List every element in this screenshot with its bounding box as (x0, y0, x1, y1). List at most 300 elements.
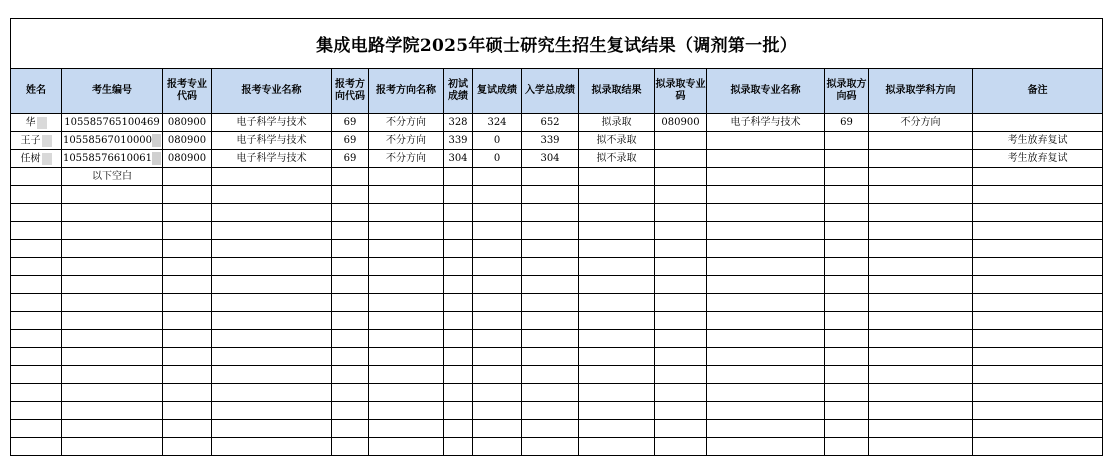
empty-cell (825, 420, 869, 438)
col-header-admit-direction: 拟录取学科方向 (869, 69, 973, 114)
cell-admit-major-name (707, 150, 825, 168)
empty-cell (369, 258, 444, 276)
empty-cell (369, 402, 444, 420)
empty-cell (869, 240, 973, 258)
cell-major-code: 080900 (163, 114, 212, 132)
empty-row (11, 294, 1103, 312)
col-header-name: 姓名 (11, 69, 62, 114)
empty-cell (369, 222, 444, 240)
empty-cell (369, 330, 444, 348)
empty-cell (444, 204, 473, 222)
empty-cell (973, 366, 1103, 384)
empty-cell (444, 312, 473, 330)
empty-cell (332, 384, 369, 402)
empty-cell (579, 402, 655, 420)
empty-row (11, 420, 1103, 438)
empty-cell (212, 348, 332, 366)
cell-prelim-score: 304 (444, 150, 473, 168)
empty-cell (212, 438, 332, 456)
empty-row (11, 348, 1103, 366)
empty-cell (869, 276, 973, 294)
col-header-remarks: 备注 (973, 69, 1103, 114)
empty-cell (825, 276, 869, 294)
empty-cell (522, 438, 579, 456)
empty-cell (444, 366, 473, 384)
empty-cell (579, 384, 655, 402)
cell-direction-name: 不分方向 (369, 150, 444, 168)
col-header-direction-name: 报考方向名称 (369, 69, 444, 114)
empty-cell (369, 294, 444, 312)
cell-admit-direction-code (825, 150, 869, 168)
cell-admit-direction: 不分方向 (869, 114, 973, 132)
empty-cell (332, 240, 369, 258)
empty-cell (163, 420, 212, 438)
empty-cell (869, 348, 973, 366)
empty-cell (825, 294, 869, 312)
empty-cell (707, 276, 825, 294)
empty-cell (579, 186, 655, 204)
empty-cell (825, 384, 869, 402)
empty-cell (444, 402, 473, 420)
empty-row (11, 186, 1103, 204)
empty-cell (163, 186, 212, 204)
cell-major-code: 080900 (163, 150, 212, 168)
col-header-total-score: 入学总成绩 (522, 69, 579, 114)
empty-cell (869, 294, 973, 312)
empty-cell (11, 312, 62, 330)
empty-cell (11, 294, 62, 312)
empty-cell (332, 438, 369, 456)
empty-cell (163, 312, 212, 330)
empty-cell (473, 438, 522, 456)
empty-cell (62, 204, 163, 222)
empty-cell (825, 348, 869, 366)
empty-cell (212, 366, 332, 384)
empty-cell (369, 384, 444, 402)
empty-cell (473, 186, 522, 204)
empty-cell (473, 348, 522, 366)
header-row (11, 69, 1103, 114)
cell-direction-code: 69 (332, 114, 369, 132)
col-header-prelim-score: 初试成绩 (444, 69, 473, 114)
empty-cell (522, 276, 579, 294)
empty-cell (825, 222, 869, 240)
empty-cell (473, 240, 522, 258)
empty-cell (707, 240, 825, 258)
empty-cell (62, 186, 163, 204)
empty-cell (707, 186, 825, 204)
redaction-blur (152, 134, 161, 147)
empty-cell (62, 366, 163, 384)
empty-cell (473, 384, 522, 402)
empty-cell (332, 312, 369, 330)
cell-remarks: 考生放弃复试 (973, 132, 1103, 150)
cell-name: 任树 (11, 150, 62, 168)
empty-cell (825, 240, 869, 258)
cell-major-name: 电子科学与技术 (212, 150, 332, 168)
empty-cell (473, 312, 522, 330)
empty-cell (522, 186, 579, 204)
empty-cell (869, 420, 973, 438)
empty-cell (522, 348, 579, 366)
empty-cell (332, 366, 369, 384)
empty-cell (579, 276, 655, 294)
empty-cell (522, 420, 579, 438)
empty-cell (825, 204, 869, 222)
cell-admit-direction (869, 150, 973, 168)
empty-cell (655, 204, 707, 222)
empty-cell (444, 258, 473, 276)
empty-row (11, 402, 1103, 420)
empty-cell (11, 384, 62, 402)
empty-cell (579, 294, 655, 312)
redaction-blur (42, 135, 52, 147)
empty-cell (655, 402, 707, 420)
empty-cell (212, 258, 332, 276)
empty-cell (163, 366, 212, 384)
empty-cell (973, 438, 1103, 456)
empty-cell (212, 222, 332, 240)
empty-cell (473, 204, 522, 222)
empty-cell (62, 222, 163, 240)
empty-cell (11, 204, 62, 222)
col-header-admit-major-name: 拟录取专业名称 (707, 69, 825, 114)
empty-cell (473, 258, 522, 276)
table-row (11, 168, 1103, 186)
empty-cell (707, 420, 825, 438)
empty-cell (62, 258, 163, 276)
empty-cell (825, 258, 869, 276)
empty-cell (62, 348, 163, 366)
col-header-direction-code: 报考方向代码 (332, 69, 369, 114)
empty-cell (212, 420, 332, 438)
empty-cell (212, 312, 332, 330)
empty-cell (62, 240, 163, 258)
empty-cell (62, 276, 163, 294)
empty-cell (522, 330, 579, 348)
empty-cell (869, 258, 973, 276)
cell-retest-score: 0 (473, 150, 522, 168)
col-header-retest-score: 复试成绩 (473, 69, 522, 114)
empty-cell (579, 420, 655, 438)
cell-candidate-id: 10558567010000 (62, 132, 163, 150)
empty-cell (473, 420, 522, 438)
empty-cell (369, 276, 444, 294)
empty-cell (11, 222, 62, 240)
empty-cell (332, 348, 369, 366)
empty-cell (62, 330, 163, 348)
empty-cell (869, 312, 973, 330)
empty-cell (825, 438, 869, 456)
col-header-major-name: 报考专业名称 (212, 69, 332, 114)
empty-cell (655, 366, 707, 384)
empty-cell (973, 312, 1103, 330)
sheet-title: 集成电路学院2025年硕士研究生招生复试结果（调剂第一批） (11, 19, 1103, 69)
cell-admission-result: 拟不录取 (579, 132, 655, 150)
empty-cell (869, 366, 973, 384)
empty-cell (62, 384, 163, 402)
empty-cell (212, 294, 332, 312)
empty-cell (332, 294, 369, 312)
empty-cell (579, 348, 655, 366)
empty-cell (707, 438, 825, 456)
empty-cell (369, 348, 444, 366)
empty-cell (163, 348, 212, 366)
empty-cell (473, 330, 522, 348)
empty-cell (655, 384, 707, 402)
empty-cell (579, 438, 655, 456)
empty-cell (579, 258, 655, 276)
empty-cell (869, 384, 973, 402)
empty-cell (707, 294, 825, 312)
empty-cell (973, 384, 1103, 402)
empty-cell (473, 222, 522, 240)
cell-admit-major-code (655, 132, 707, 150)
empty-cell (973, 186, 1103, 204)
cell-admit-direction (869, 132, 973, 150)
empty-cell (11, 402, 62, 420)
empty-cell (444, 240, 473, 258)
empty-cell (332, 186, 369, 204)
empty-cell (825, 186, 869, 204)
cell-major-name: 电子科学与技术 (212, 114, 332, 132)
empty-cell (522, 402, 579, 420)
empty-cell (369, 420, 444, 438)
empty-cell (163, 330, 212, 348)
empty-cell (212, 276, 332, 294)
empty-cell (212, 330, 332, 348)
results-table (10, 18, 1103, 456)
empty-cell (332, 420, 369, 438)
empty-cell (444, 276, 473, 294)
empty-cell (655, 312, 707, 330)
empty-cell (973, 420, 1103, 438)
empty-cell (444, 222, 473, 240)
empty-cell (522, 384, 579, 402)
cell-direction-code: 69 (332, 150, 369, 168)
empty-cell (332, 222, 369, 240)
empty-cell (11, 348, 62, 366)
col-header-admit-direction-code: 拟录取方向码 (825, 69, 869, 114)
col-header-admission-result: 拟录取结果 (579, 69, 655, 114)
empty-cell (332, 276, 369, 294)
empty-cell (579, 240, 655, 258)
cell-direction-name: 不分方向 (369, 132, 444, 150)
empty-cell (655, 420, 707, 438)
empty-cell (332, 258, 369, 276)
col-header-candidate-id: 考生编号 (62, 69, 163, 114)
empty-cell (369, 366, 444, 384)
cell-candidate-id: 10558576610061 (62, 150, 163, 168)
empty-cell (62, 294, 163, 312)
empty-row (11, 438, 1103, 456)
empty-cell (707, 384, 825, 402)
empty-cell (62, 438, 163, 456)
cell-direction-code: 69 (332, 132, 369, 150)
empty-cell (369, 438, 444, 456)
cell-admit-direction-code: 69 (825, 114, 869, 132)
empty-cell (825, 402, 869, 420)
cell-retest-score: 324 (473, 114, 522, 132)
empty-cell (522, 204, 579, 222)
cell-admit-major-code: 080900 (655, 114, 707, 132)
empty-cell (869, 186, 973, 204)
cell-admit-direction-code (825, 132, 869, 150)
empty-cell (825, 330, 869, 348)
empty-cell (163, 294, 212, 312)
empty-cell (163, 204, 212, 222)
empty-cell (973, 348, 1103, 366)
empty-cell (332, 402, 369, 420)
empty-cell (212, 240, 332, 258)
empty-row (11, 312, 1103, 330)
empty-cell (369, 240, 444, 258)
empty-cell (473, 294, 522, 312)
col-header-major-code: 报考专业代码 (163, 69, 212, 114)
empty-cell (62, 402, 163, 420)
empty-cell (707, 348, 825, 366)
empty-cell (655, 438, 707, 456)
empty-cell (655, 276, 707, 294)
empty-cell (973, 402, 1103, 420)
cell-direction-name: 不分方向 (369, 114, 444, 132)
empty-cell (973, 222, 1103, 240)
cell-total-score: 339 (522, 132, 579, 150)
table-row (11, 132, 1103, 150)
empty-cell (655, 186, 707, 204)
empty-cell (212, 402, 332, 420)
empty-cell (212, 186, 332, 204)
empty-row (11, 240, 1103, 258)
empty-cell (869, 222, 973, 240)
empty-cell (444, 186, 473, 204)
empty-cell (707, 402, 825, 420)
redaction-blur (152, 152, 161, 165)
empty-cell (655, 258, 707, 276)
empty-cell (212, 384, 332, 402)
empty-cell (579, 222, 655, 240)
empty-cell (973, 258, 1103, 276)
empty-cell (522, 240, 579, 258)
empty-cell (444, 438, 473, 456)
empty-cell (655, 330, 707, 348)
cell-admission-result: 拟录取 (579, 114, 655, 132)
empty-cell (163, 222, 212, 240)
empty-cell (707, 222, 825, 240)
empty-row (11, 222, 1103, 240)
cell-major-name: 电子科学与技术 (212, 132, 332, 150)
empty-cell (473, 276, 522, 294)
empty-cell (369, 186, 444, 204)
empty-cell (655, 348, 707, 366)
cell-admission-result: 拟不录取 (579, 150, 655, 168)
empty-row (11, 276, 1103, 294)
empty-cell (707, 204, 825, 222)
empty-cell (522, 366, 579, 384)
cell-admit-major-code (655, 150, 707, 168)
empty-cell (11, 276, 62, 294)
empty-cell (973, 330, 1103, 348)
empty-cell (655, 222, 707, 240)
empty-cell (579, 366, 655, 384)
cell-admit-major-name: 电子科学与技术 (707, 114, 825, 132)
empty-cell (522, 312, 579, 330)
empty-cell (444, 384, 473, 402)
empty-cell (444, 294, 473, 312)
empty-cell (707, 258, 825, 276)
empty-row (11, 384, 1103, 402)
empty-cell (973, 294, 1103, 312)
empty-cell (973, 240, 1103, 258)
empty-cell (869, 204, 973, 222)
empty-row (11, 366, 1103, 384)
cell-prelim-score: 328 (444, 114, 473, 132)
empty-cell (11, 330, 62, 348)
empty-cell (163, 438, 212, 456)
empty-cell (522, 222, 579, 240)
empty-cell (579, 330, 655, 348)
empty-cell (11, 438, 62, 456)
below-blank-note: 以下空白 (62, 168, 163, 186)
empty-cell (444, 348, 473, 366)
empty-cell (11, 240, 62, 258)
empty-cell (655, 294, 707, 312)
empty-cell (869, 330, 973, 348)
redaction-blur (37, 117, 47, 129)
cell-total-score: 652 (522, 114, 579, 132)
cell-prelim-score: 339 (444, 132, 473, 150)
col-header-admit-major-code: 拟录取专业码 (655, 69, 707, 114)
empty-cell (369, 312, 444, 330)
cell-name: 王子 (11, 132, 62, 150)
cell-remarks: 考生放弃复试 (973, 150, 1103, 168)
empty-cell (522, 294, 579, 312)
empty-cell (655, 240, 707, 258)
empty-cell (11, 420, 62, 438)
empty-cell (707, 366, 825, 384)
empty-row (11, 330, 1103, 348)
empty-cell (825, 366, 869, 384)
empty-cell (869, 438, 973, 456)
empty-cell (473, 366, 522, 384)
empty-cell (473, 402, 522, 420)
empty-cell (332, 330, 369, 348)
cell-name: 华 (11, 114, 62, 132)
empty-cell (62, 312, 163, 330)
cell-retest-score: 0 (473, 132, 522, 150)
empty-cell (163, 402, 212, 420)
empty-cell (163, 276, 212, 294)
redaction-blur (42, 153, 52, 165)
empty-cell (707, 312, 825, 330)
empty-cell (212, 204, 332, 222)
empty-cell (973, 204, 1103, 222)
cell-candidate-id: 105585765100469 (62, 114, 163, 132)
empty-cell (579, 204, 655, 222)
cell-total-score: 304 (522, 150, 579, 168)
empty-cell (62, 420, 163, 438)
cell-empty (11, 168, 62, 186)
empty-cell (163, 240, 212, 258)
empty-rows (11, 186, 1103, 456)
empty-cell (163, 384, 212, 402)
empty-cell (522, 258, 579, 276)
empty-cell (163, 258, 212, 276)
empty-cell (11, 186, 62, 204)
empty-cell (579, 312, 655, 330)
empty-row (11, 258, 1103, 276)
empty-cell (973, 276, 1103, 294)
